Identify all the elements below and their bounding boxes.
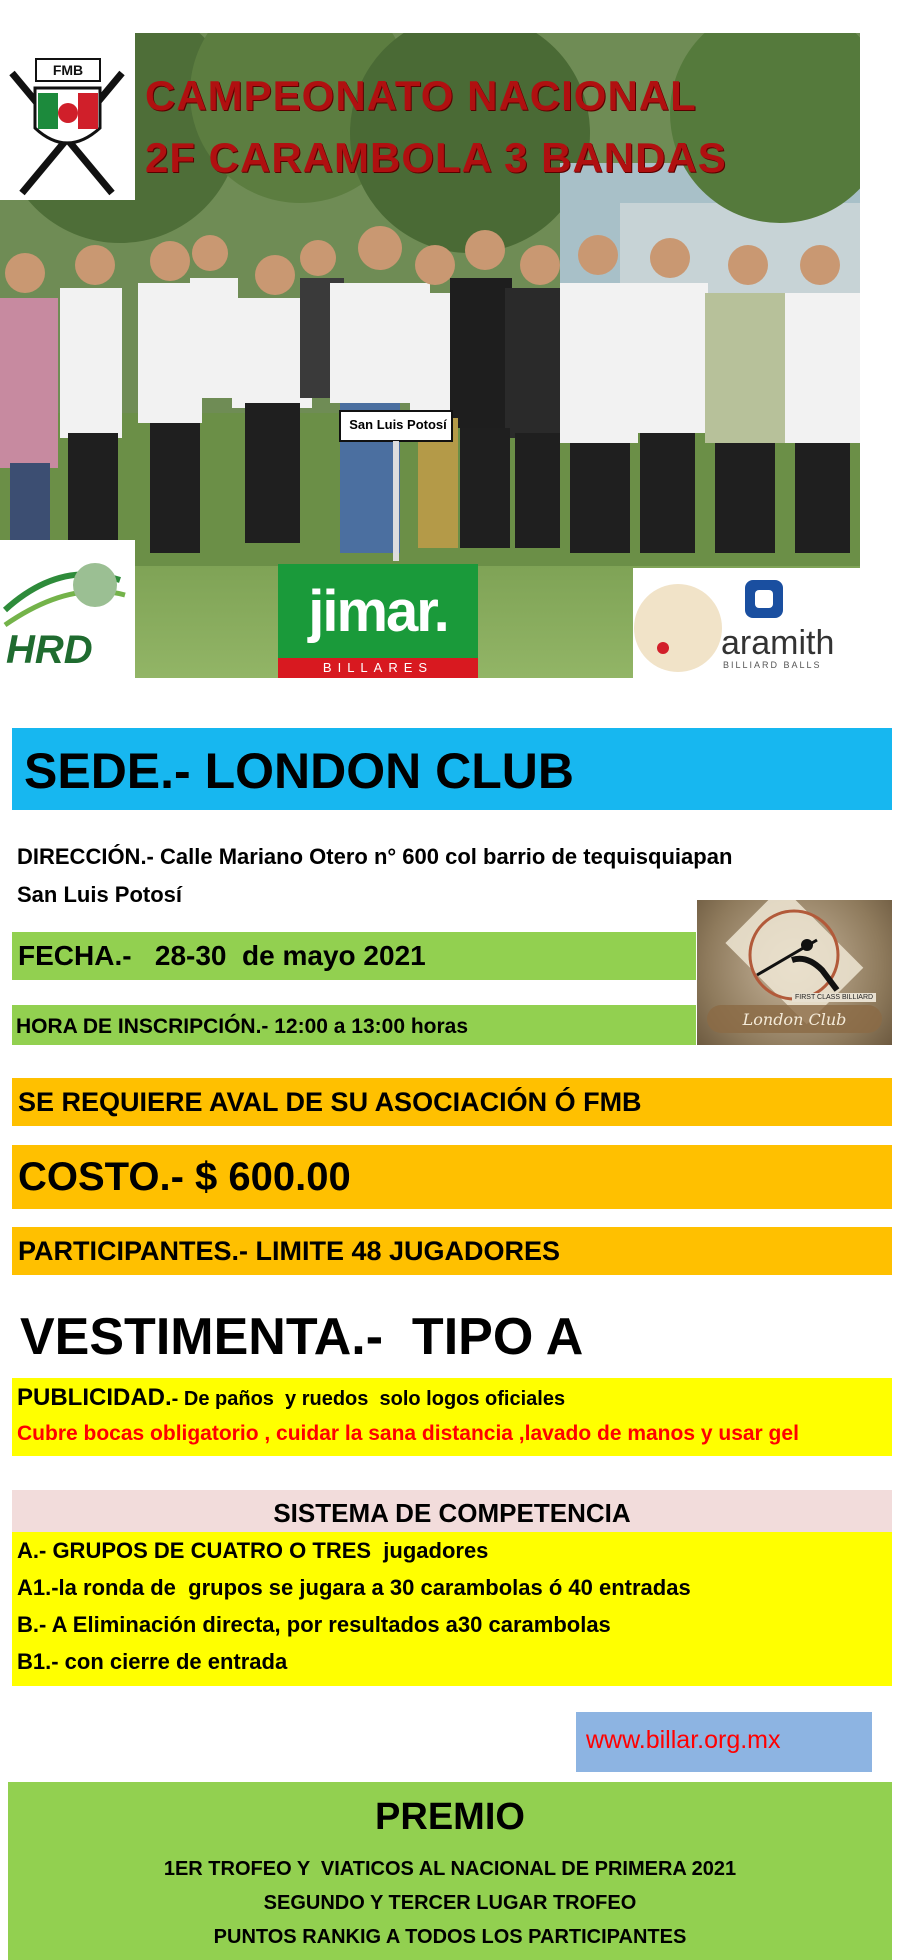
jimar-logo-subtitle: BILLARES (278, 658, 478, 678)
registration-time-banner (12, 1005, 696, 1045)
address-line-2: San Luis Potosí (17, 882, 183, 907)
website-box[interactable] (576, 1712, 872, 1772)
participants-text: PARTICIPANTES.- LIMITE 48 JUGADORES (18, 1236, 561, 1266)
registration-time-text: HORA DE INSCRIPCIÓN.- 12:00 a 13:00 horas (16, 1015, 469, 1038)
title-line-1: CAMPEONATO NACIONAL (145, 72, 697, 119)
prize-line: 1ER TROFEO Y VIATICOS AL NACIONAL DE PRIMERA 2021 (163, 1858, 737, 1880)
aramith-logo (633, 568, 860, 678)
competition-system-rules (12, 1532, 892, 1686)
endorsement-text: SE REQUIERE AVAL DE SU ASOCIACIÓN Ó FMB (18, 1087, 642, 1117)
rule-line: B1.- con cierre de entrada (17, 1649, 288, 1674)
advertising-label: PUBLICIDAD. (17, 1384, 172, 1411)
sign-text: San Luis Potosí (349, 417, 447, 432)
prize-title: PREMIO (375, 1796, 525, 1838)
jimar-billares-logo (278, 564, 478, 678)
advertising-banner (12, 1378, 892, 1456)
cost-text: COSTO.- $ 600.00 (18, 1155, 351, 1199)
advertising-line (17, 1384, 565, 1412)
prize-line: SEGUNDO Y TERCER LUGAR TROFEO (263, 1892, 637, 1914)
endorsement-banner (12, 1078, 892, 1126)
fmb-logo (0, 33, 135, 200)
london-club-name: London Club (742, 1010, 847, 1029)
london-club-logo (697, 900, 892, 1045)
website-link[interactable]: www.billar.org.mx (586, 1726, 781, 1754)
rule-line: B.- A Eliminación directa, por resultados a30 carambolas (17, 1612, 611, 1637)
championship-title (145, 65, 860, 189)
health-warning-text: Cubre bocas obligatorio , cuidar la sana distancia ,lavado de manos y usar gel (17, 1422, 799, 1445)
advertising-text: - De paños y ruedos solo logos oficiales (171, 1388, 566, 1410)
prize-section (8, 1782, 892, 1960)
aramith-logo-subtitle: BILLIARD BALLS (723, 660, 822, 670)
title-line-2: 2F CARAMBOLA 3 BANDAS (145, 134, 727, 181)
address-line-1: DIRECCIÓN.- Calle Mariano Otero n° 600 col barrio de tequisquiapan (17, 844, 733, 869)
rule-line: A.- GRUPOS DE CUATRO O TRES jugadores (17, 1538, 489, 1563)
participants-banner (12, 1227, 892, 1275)
fmb-logo-text: FMB (52, 62, 84, 78)
date-banner (12, 932, 696, 980)
cost-banner (12, 1145, 892, 1209)
competition-system-heading (12, 1490, 892, 1532)
fmb-crossed-cues-icon (0, 33, 135, 200)
venue-banner (12, 728, 892, 810)
rule-line: A1.-la ronda de grupos se jugara a 30 carambolas ó 40 entradas (17, 1575, 691, 1600)
competition-system-title: SISTEMA DE COMPETENCIA (273, 1498, 631, 1528)
jimar-logo-text: jimar. (308, 579, 448, 644)
venue-text: SEDE.- LONDON CLUB (24, 743, 574, 799)
date-text: FECHA.- 28-30 de mayo 2021 (18, 940, 426, 971)
aramith-logo-text: aramith (721, 624, 835, 662)
hrd-logo-text: HRD (6, 628, 93, 672)
prize-line: PUNTOS RANKIG A TODOS LOS PARTICIPANTES (213, 1926, 687, 1948)
dress-code-heading: VESTIMENTA.- TIPO A (20, 1308, 584, 1366)
hrd-logo (0, 540, 135, 678)
london-club-tagline: FIRST CLASS BILLIARD (792, 993, 876, 1002)
